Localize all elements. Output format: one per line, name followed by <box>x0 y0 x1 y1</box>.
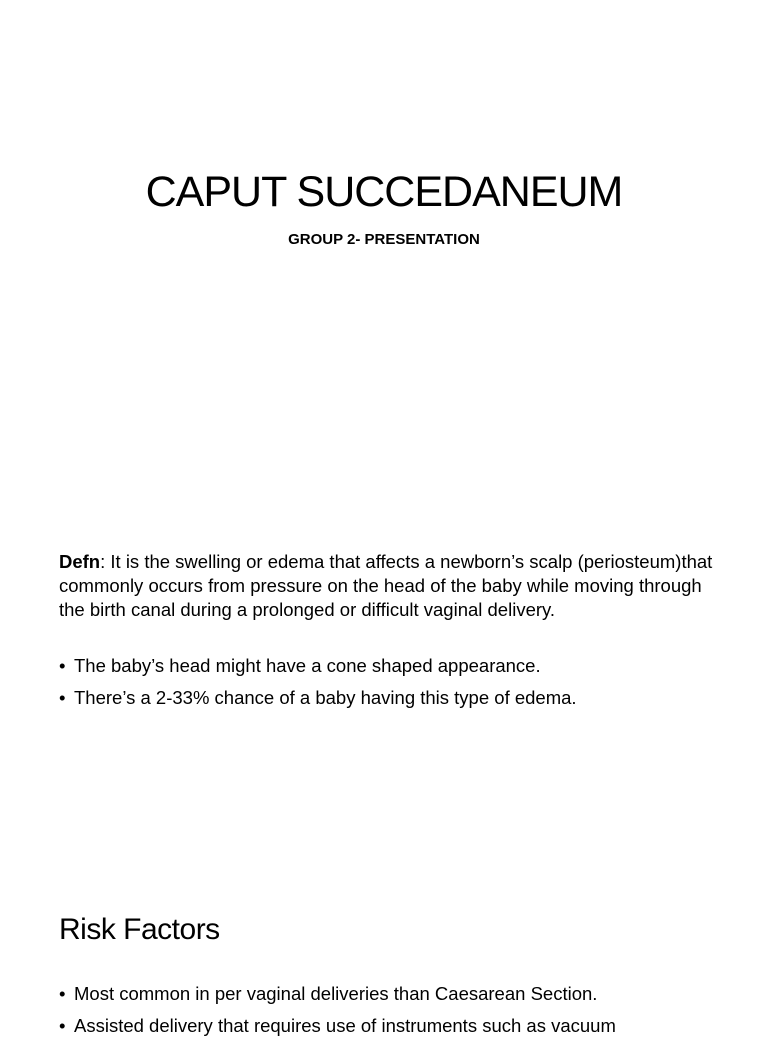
slide-risk-factors <box>0 880 768 1036</box>
bullet-text: The baby’s head might have a cone shaped appearance. <box>74 655 541 676</box>
definition-text: : It is the swelling or edema that affects a newborn’s scalp (periosteum)that commonly occurs from pressure on the head of the baby while moving through the birth canal during a prolonged or difficult vaginal delivery. <box>59 551 713 620</box>
bullet-text: Assisted delivery that requires use of instruments such as vacuum <box>74 1015 616 1036</box>
bullet-icon: • <box>59 655 66 676</box>
bullet-text: There’s a 2-33% chance of a baby having this type of edema. <box>74 687 577 708</box>
slide-definition <box>0 512 768 880</box>
definition-term: Defn <box>59 551 101 572</box>
bullet-icon: • <box>59 1015 66 1036</box>
slide-title-heading: CAPUT SUCCEDANEUM <box>145 168 623 216</box>
slide-subtitle: GROUP 2- PRESENTATION <box>288 231 480 248</box>
risk-factors-heading: Risk Factors <box>59 913 220 946</box>
definition-paragraph <box>59 550 719 622</box>
slide-title <box>0 0 768 512</box>
bullet-text: Most common in per vaginal deliveries than Caesarean Section. <box>74 983 598 1004</box>
bullet-item <box>59 686 719 710</box>
bullet-item <box>59 654 719 678</box>
bullet-item <box>59 1014 719 1038</box>
bullet-icon: • <box>59 687 66 708</box>
bullet-item <box>59 982 719 1006</box>
bullet-icon: • <box>59 983 66 1004</box>
